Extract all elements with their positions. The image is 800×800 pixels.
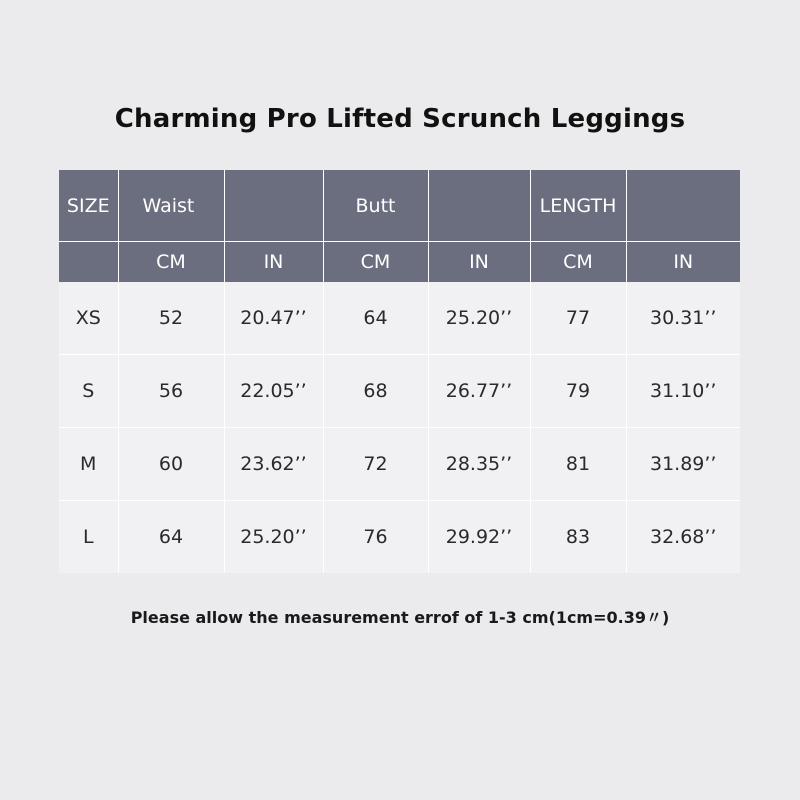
butt-in-cell: 25.20’’ [428, 282, 530, 355]
length-cm-cell: 77 [530, 282, 626, 355]
size-table [59, 170, 740, 573]
size-cell: S [59, 355, 118, 428]
length-in-cell: 31.10’’ [626, 355, 740, 428]
unit-waist-cm: CM [118, 242, 224, 283]
header-butt: Butt [323, 170, 428, 242]
butt-cm-cell: 72 [323, 428, 428, 501]
header-waist: Waist [118, 170, 224, 242]
header-blank-3 [626, 170, 740, 242]
size-cell: XS [59, 282, 118, 355]
waist-cm-cell: 56 [118, 355, 224, 428]
header-row-units [59, 242, 740, 283]
waist-cm-cell: 64 [118, 501, 224, 574]
unit-butt-cm: CM [323, 242, 428, 283]
unit-butt-in: IN [428, 242, 530, 283]
header-blank-2 [428, 170, 530, 242]
length-in-cell: 30.31’’ [626, 282, 740, 355]
waist-in-cell: 23.62’’ [224, 428, 323, 501]
length-cm-cell: 83 [530, 501, 626, 574]
table-row [59, 428, 740, 501]
header-length: LENGTH [530, 170, 626, 242]
table-row [59, 501, 740, 574]
unit-waist-in: IN [224, 242, 323, 283]
length-in-cell: 32.68’’ [626, 501, 740, 574]
waist-in-cell: 20.47’’ [224, 282, 323, 355]
length-cm-cell: 79 [530, 355, 626, 428]
butt-in-cell: 29.92’’ [428, 501, 530, 574]
waist-cm-cell: 52 [118, 282, 224, 355]
waist-in-cell: 22.05’’ [224, 355, 323, 428]
waist-cm-cell: 60 [118, 428, 224, 501]
unit-blank [59, 242, 118, 283]
length-cm-cell: 81 [530, 428, 626, 501]
measurement-note: Please allow the measurement errof of 1-3 cm(1cm=0.39〃) [130, 608, 670, 627]
size-cell: L [59, 501, 118, 574]
header-size: SIZE [59, 170, 118, 242]
waist-in-cell: 25.20’’ [224, 501, 323, 574]
butt-in-cell: 26.77’’ [428, 355, 530, 428]
header-blank-1 [224, 170, 323, 242]
header-row-groups [59, 170, 740, 242]
table-row [59, 282, 740, 355]
butt-cm-cell: 76 [323, 501, 428, 574]
butt-cm-cell: 64 [323, 282, 428, 355]
table-row [59, 355, 740, 428]
unit-length-cm: CM [530, 242, 626, 283]
size-cell: M [59, 428, 118, 501]
chart-title: Charming Pro Lifted Scrunch Leggings [114, 104, 686, 134]
butt-cm-cell: 68 [323, 355, 428, 428]
length-in-cell: 31.89’’ [626, 428, 740, 501]
butt-in-cell: 28.35’’ [428, 428, 530, 501]
unit-length-in: IN [626, 242, 740, 283]
